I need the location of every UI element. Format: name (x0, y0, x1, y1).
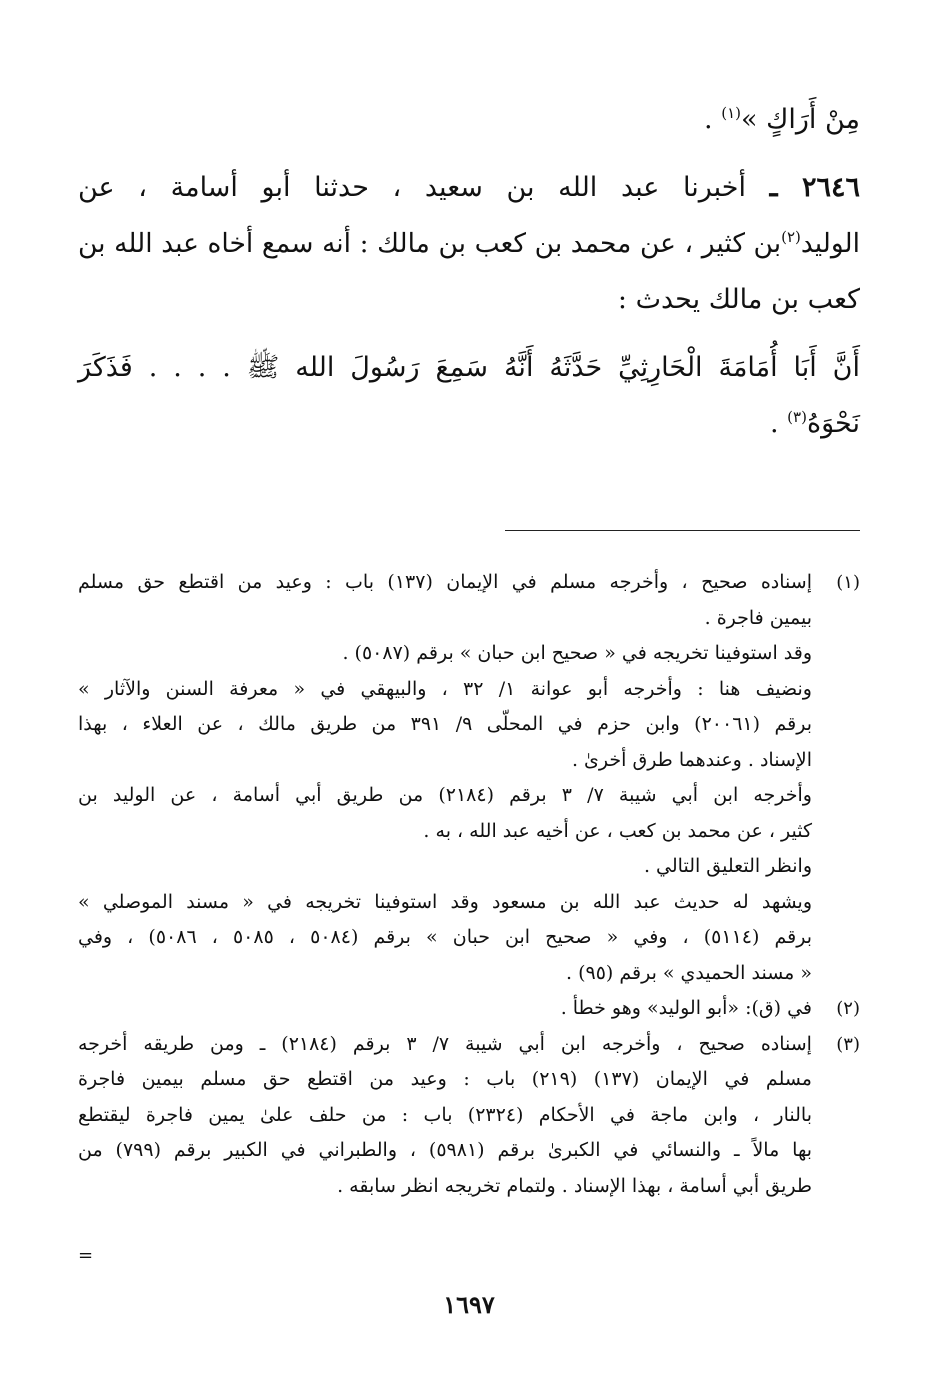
footnote-line: إسناده صحيح ، وأخرجه ابن أبي شيبة ٧/ ٣ برقم (٢١٨٤) ـ ومن طريقه أخرجه (78, 1032, 812, 1055)
footnote-line: بالنار ، وابن ماجة في الأحكام (٢٣٢٤) باب : من حلف علىٰ يمين فاجرة ليقتطع (78, 1103, 812, 1126)
footnote-number: (١) (836, 572, 860, 593)
quote-line-2 (78, 396, 860, 452)
hadith-line-2 (78, 216, 860, 272)
footnote-line: إسناده صحيح ، وأخرجه مسلم في الإيمان (١٣٧) باب : وعيد من اقتطع حق مسلم (78, 571, 812, 593)
quote-line-2-b: . (770, 408, 788, 439)
footnote-1 (78, 565, 860, 991)
footnote-body (78, 565, 812, 991)
footnote-line: الإسناد . وعندهما طرق أخرىٰ . (571, 748, 812, 771)
hadith-block (78, 160, 860, 328)
footnote-ref-2: (٢) (781, 228, 801, 247)
footnote-body (78, 1027, 812, 1205)
footnote-ref-1: (١) (721, 104, 741, 122)
hadith-line-1-text: أخبرنا عبد الله بن سعيد ، حدثنا أبو أسامة ، عن (78, 172, 746, 203)
footnote-body (78, 991, 812, 1027)
quote-line-1: أَنَّ أَبَا أُمَامَةَ الْحَارِثِيِّ حَدَّثَهُ أَنَّهُ سَمِعَ رَسُولَ الله ﷺ . . . . فَذَكَرَ (78, 352, 860, 383)
footnote-line: وأخرجه ابن أبي شيبة ٧/ ٣ برقم (٢١٨٤) من طريق أبي أسامة ، عن الوليد بن (78, 784, 812, 806)
footnote-line: بها مالاً ـ والنسائي في الكبرىٰ برقم (٥٩٨١) ، والطبراني في الكبير برقم (٧٩٩) من (78, 1139, 813, 1161)
footnote-line: في (ق): «أبو الوليد» وهو خطأ . (560, 997, 812, 1019)
footnote-line: كثير ، عن محمد بن كعب ، عن أخيه عبد الله ، به . (423, 819, 812, 842)
footnote-line: « مسند الحميدي » برقم (٩٥) . (565, 961, 812, 984)
hadith-ending-tail: . (704, 104, 722, 135)
footnote-line: برقم (٢٠٠٦١) وابن حزم في المحلّى ٩/ ٣٩١ من طريق مالك ، عن العلاء ، بهذا (78, 713, 812, 735)
footnote-ref-3: (٣) (787, 408, 807, 426)
footnote-divider (505, 530, 860, 531)
footnote-line: وقد استوفينا تخريجه في « صحيح ابن حبان » برقم (٥٠٨٧) . (342, 642, 812, 664)
quote-line-2-a: نَحْوَهُ (806, 408, 860, 439)
footnote-line: وانظر التعليق التالي . (643, 855, 812, 877)
footnote-line: ونضيف هنا : وأخرجه أبو عوانة ١/ ٣٢ ، والبيهقي في « معرفة السنن والآثار » (78, 677, 812, 700)
footnote-number: (٢) (836, 998, 860, 1019)
continuation-mark: = (78, 1245, 94, 1266)
footnotes (78, 565, 860, 1204)
footnote-3 (78, 1027, 860, 1205)
hadith-number: ٢٦٤٦ ـ (769, 172, 860, 203)
hadith-ending-line (78, 92, 860, 148)
footnote-line: طريق أبي أسامة ، بهذا الإسناد . ولتمام تخريجه انظر سابقه . (337, 1174, 812, 1197)
quote-block (78, 340, 860, 452)
main-text (78, 92, 860, 452)
hadith-line-2-a: الوليد (800, 228, 860, 259)
footnote-number: (٣) (836, 1033, 860, 1055)
footnote-line: بيمين فاجرة . (704, 606, 812, 629)
hadith-line-2-b: بن كثير ، عن محمد بن كعب بن مالك : أنه سمع أخاه عبد الله بن (78, 228, 782, 259)
hadith-line-1 (78, 160, 860, 216)
hadith-line-3: كعب بن مالك يحدث : (617, 284, 860, 315)
hadith-ending-text: مِنْ أَرَاكٍ » (741, 104, 860, 135)
footnote-line: برقم (٥١١٤) ، وفي « صحيح ابن حبان » برقم (٥٠٨٤ ، ٥٠٨٥ ، ٥٠٨٦) ، وفي (78, 926, 812, 948)
footnote-line: مسلم في الإيمان (١٣٧) (٢١٩) باب : وعيد من اقتطع حق مسلم بيمين فاجرة (78, 1068, 812, 1090)
footnote-line: ويشهد له حديث عبد الله بن مسعود وقد استوفينا تخريجه في « مسند الموصلي » (78, 890, 812, 913)
footnote-2 (78, 991, 860, 1027)
page-number: ١٦٩٧ (443, 1290, 495, 1319)
